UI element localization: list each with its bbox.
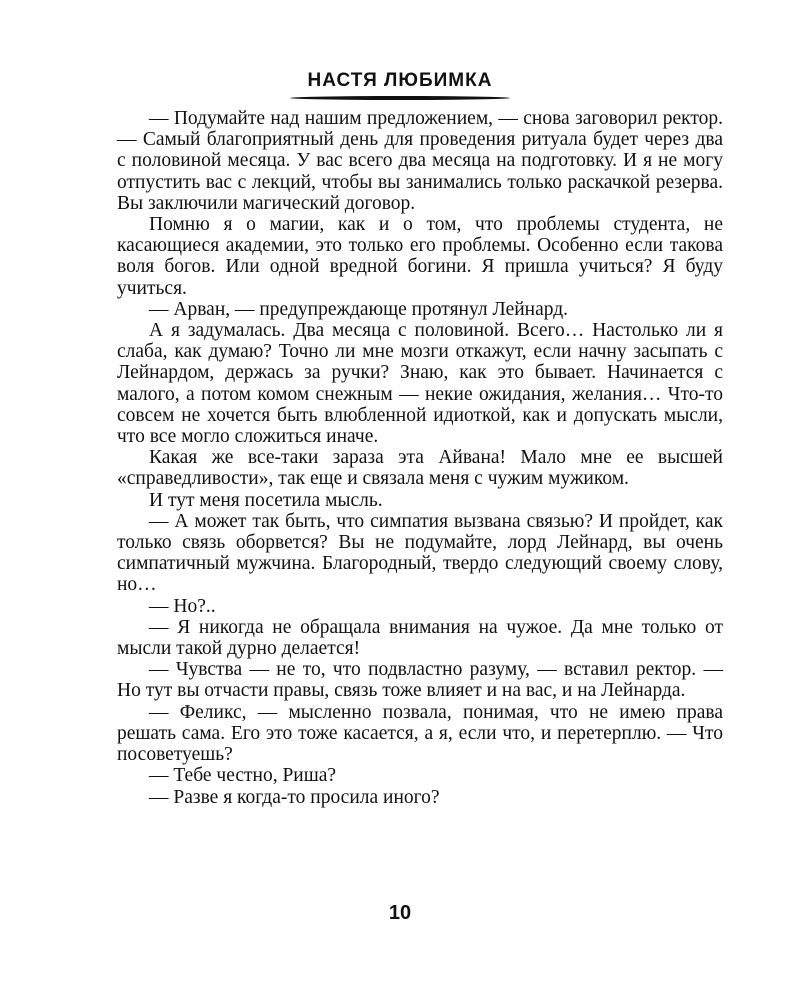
paragraph: — Я никогда не обращала внимания на чужое. Да мне только от мысли такой дурно делается! xyxy=(117,616,723,660)
paragraph: Какая же все-таки зараза эта Айвана! Мало мне ее высшей «справедливости», так еще и связала меня с чужим мужиком. xyxy=(117,447,723,490)
header-underline xyxy=(290,96,510,100)
paragraph: — Подумайте над нашим предложением, — снова заговорил ректор. — Самый благоприятный день для проведения ритуала будет через два с половиной месяца. У вас всего два месяца на подготовку. И я не могу отпустить вас с лекций, чтобы вы занимались только раскачкой резерва. Вы заключили магический договор. xyxy=(117,108,723,214)
author-name: НАСТЯ ЛЮБИМКА xyxy=(307,70,493,91)
paragraph: — Тебе честно, Риша? xyxy=(149,765,337,787)
paragraph: — Разве я когда-то просила иного? xyxy=(149,786,440,808)
paragraph: — Чувства — не то, что подвластно разуму, — вставил ректор. — Но тут вы отчасти правы, связь тоже влияет и на вас, и на Лейнарда. xyxy=(117,659,723,702)
paragraph: А я задумалась. Два месяца с половиной. Всего… Настолько ли я слаба, как думаю? Точно ли мне мозги откажут, если начну засыпать с Лейнардом, держась за ручки? Знаю, как это бывает. Начинается с малого, а потом комом снежным — некие ожидания, желания… Что-то совсем не хочется быть влюбленной идиоткой, как и допускать мысли, что все могло сложиться иначе. xyxy=(117,320,723,448)
body-text xyxy=(117,108,723,808)
paragraph: — Арван, — предупреждающе протянул Лейнард. xyxy=(149,298,569,320)
running-header xyxy=(280,62,520,110)
paragraph: Помню я о магии, как и о том, что проблемы студента, не касающиеся академии, это только его проблемы. Особенно если такова воля богов. Или одной вредной богини. Я пришла учиться? Я буду учиться. xyxy=(117,214,723,299)
paragraph: — А может так быть, что симпатия вызвана связью? И пройдет, как только связь оборвется? Вы не подумайте, лорд Лейнард, вы очень симпатичный мужчина. Благородный, твердо следующий своему слову, но… xyxy=(117,510,723,596)
paragraph: — Феликс, — мысленно позвала, понимая, что не имею права решать сама. Его это тоже касается, а я, если что, и перетерплю. — Что посоветуешь? xyxy=(117,701,723,766)
paragraph: И тут меня посетила мысль. xyxy=(149,489,383,511)
paragraph: — Но?.. xyxy=(149,595,216,617)
page-number: 10 xyxy=(388,902,412,924)
